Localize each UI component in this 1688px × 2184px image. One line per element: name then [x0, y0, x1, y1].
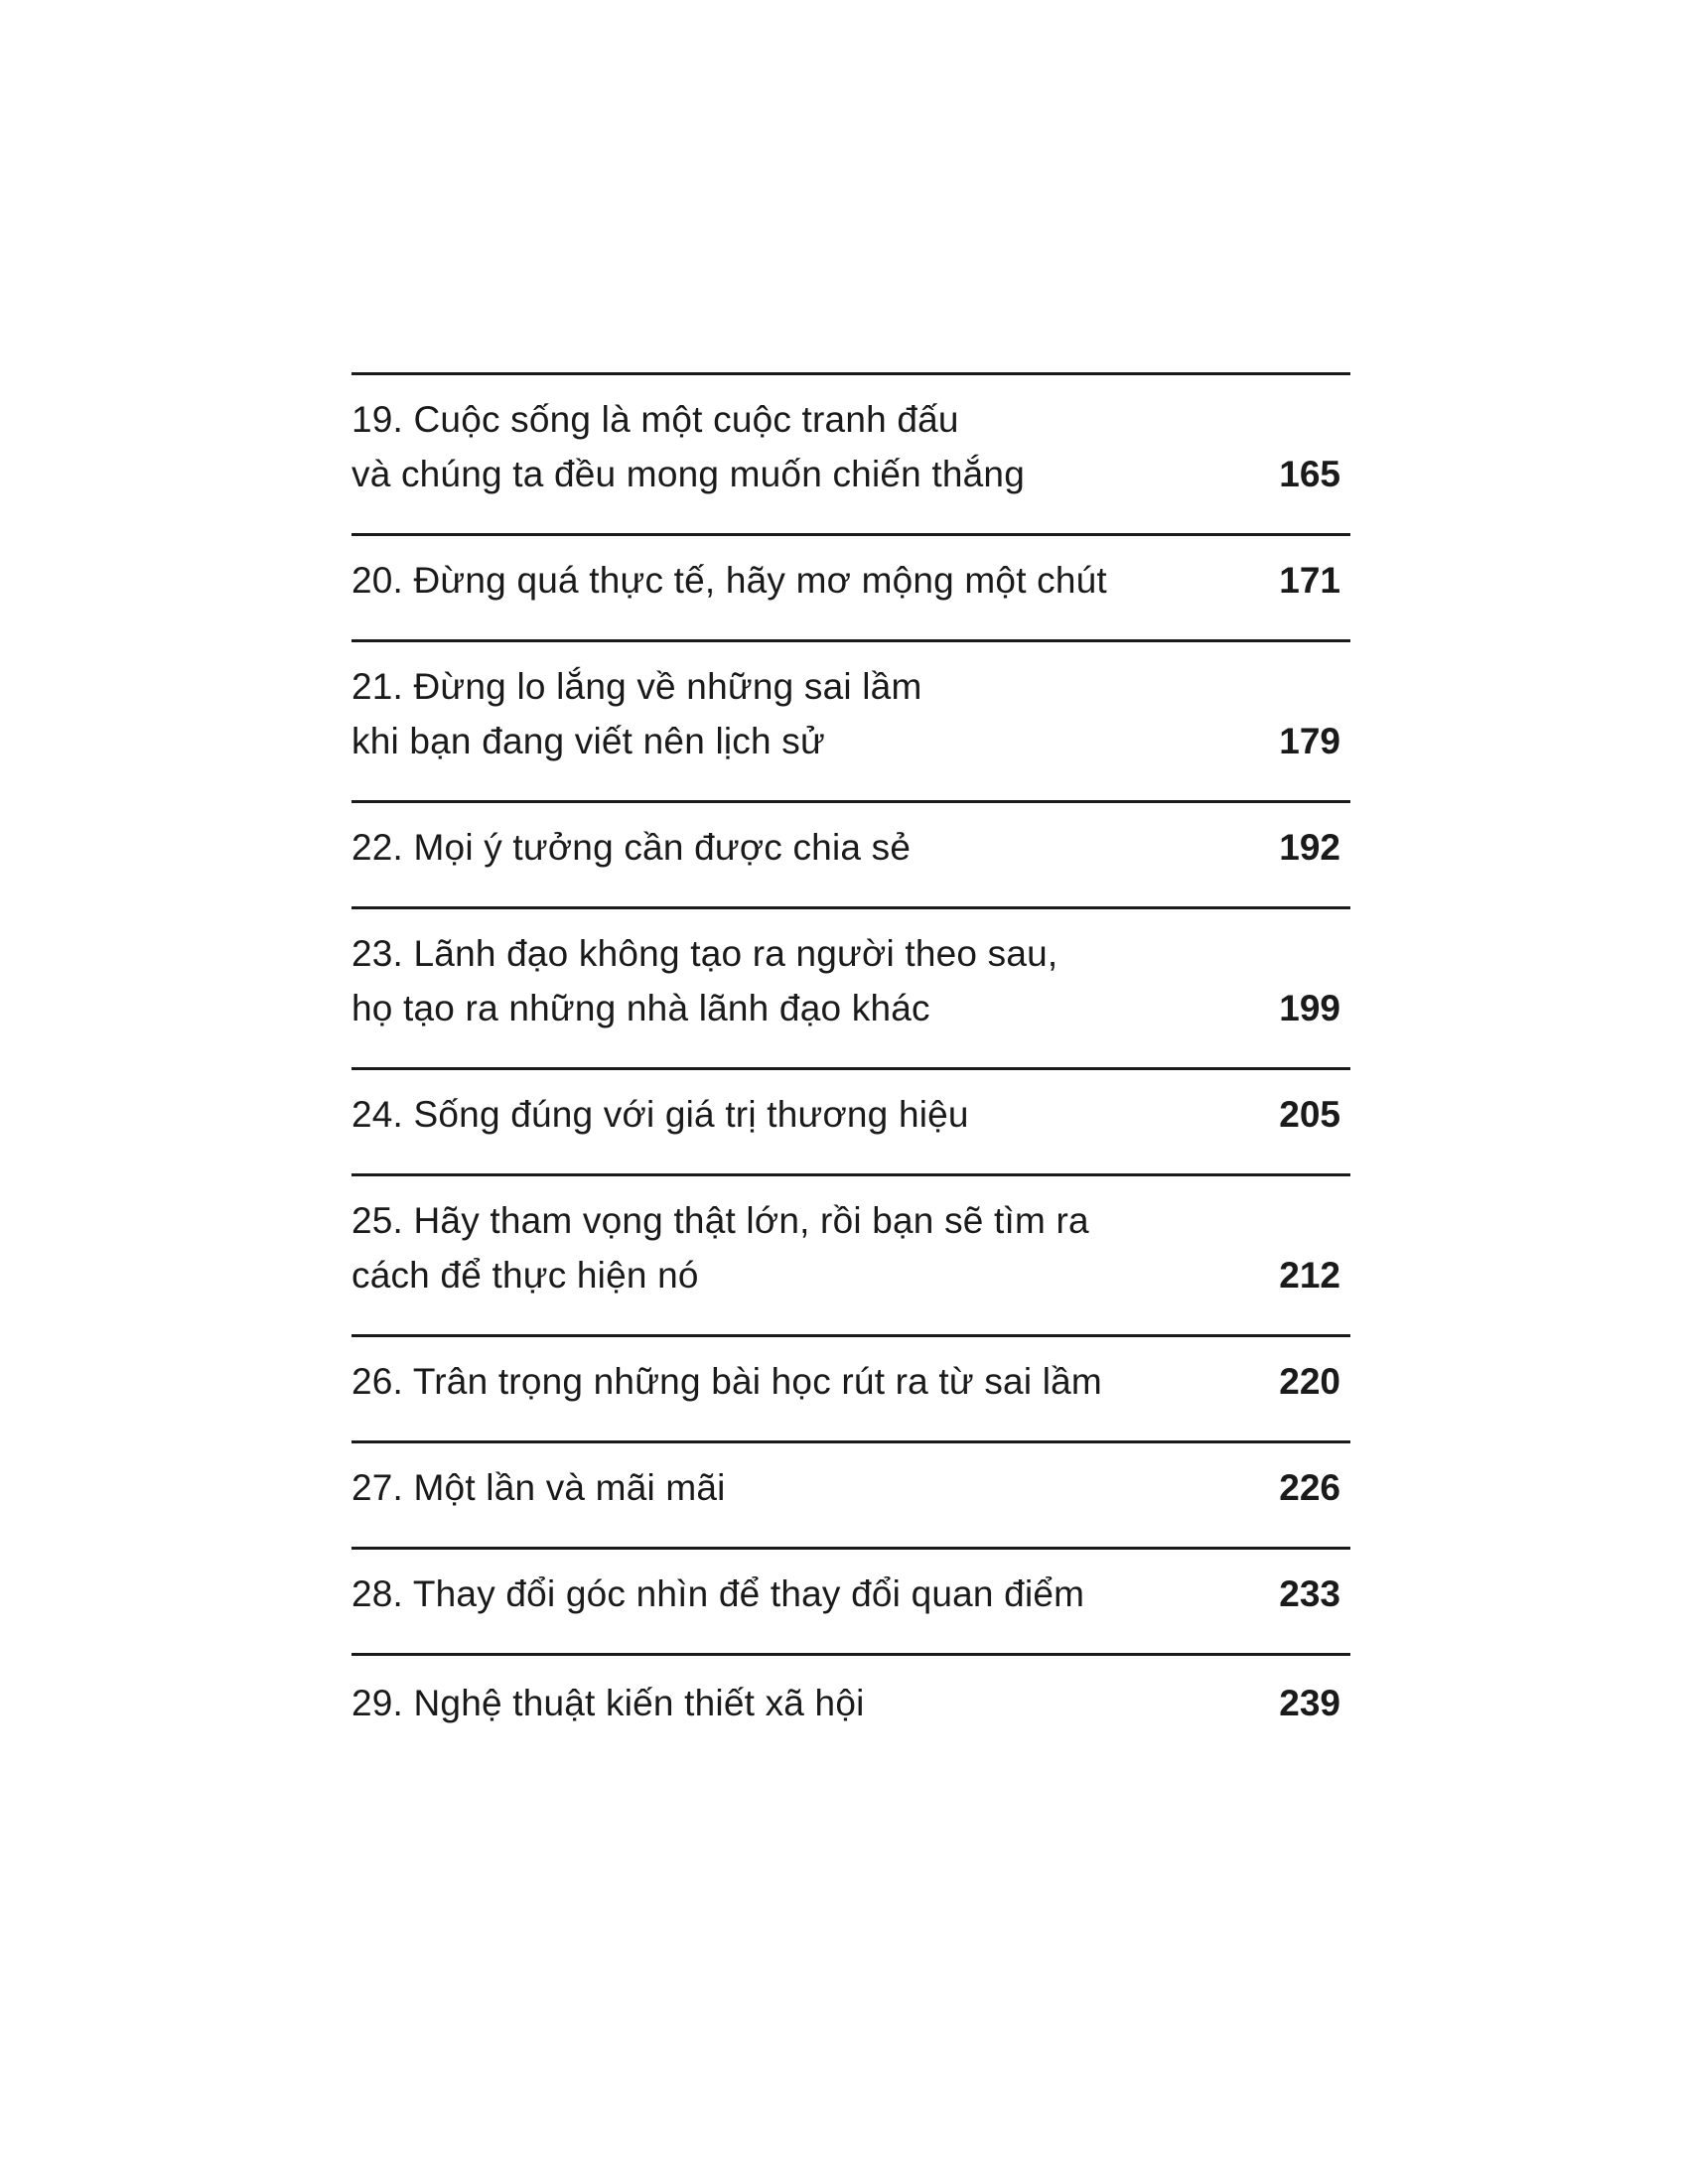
entry-title-line: 25. Hãy tham vọng thật lớn, rồi bạn sẽ tìm ra	[352, 1200, 1089, 1241]
entry-title	[352, 1354, 1102, 1409]
entry-title-line: 29. Nghệ thuật kiến thiết xã hội	[352, 1683, 865, 1723]
entry-title-line: 28. Thay đổi góc nhìn để thay đổi quan điểm	[352, 1573, 1085, 1614]
toc-entry	[352, 1443, 1350, 1550]
entry-page-number: 212	[1279, 1255, 1340, 1296]
entry-title-line: họ tạo ra những nhà lãnh đạo khác	[352, 988, 930, 1028]
entry-title	[352, 553, 1107, 608]
entry-title-line: 21. Đừng lo lắng về những sai lầm	[352, 666, 922, 707]
entry-title-line: cách để thực hiện nó	[352, 1255, 699, 1296]
toc-entry	[352, 536, 1350, 642]
entry-page-number: 226	[1279, 1467, 1340, 1508]
entry-title-line: 20. Đừng quá thực tế, hãy mơ mộng một chút	[352, 560, 1107, 601]
entry-title	[352, 1676, 865, 1730]
entry-page-number: 233	[1279, 1573, 1340, 1614]
toc-entry	[352, 1070, 1350, 1176]
entry-title	[352, 659, 921, 768]
table-of-contents	[352, 372, 1350, 1762]
entry-page-number: 220	[1279, 1361, 1340, 1402]
entry-title	[352, 392, 1025, 501]
entry-title-line: và chúng ta đều mong muốn chiến thắng	[352, 454, 1025, 494]
entry-title	[352, 820, 911, 875]
toc-entry	[352, 1550, 1350, 1656]
entry-title	[352, 926, 1057, 1035]
entry-title-line: 26. Trân trọng những bài học rút ra từ sai lầm	[352, 1361, 1102, 1402]
entry-title-line: 27. Một lần và mãi mãi	[352, 1467, 726, 1508]
entry-title-line: 19. Cuộc sống là một cuộc tranh đấu	[352, 399, 959, 440]
toc-entry	[352, 375, 1350, 536]
entry-title	[352, 1567, 1084, 1621]
entry-title-line: 23. Lãnh đạo không tạo ra người theo sau,	[352, 933, 1058, 974]
entry-page-number: 239	[1279, 1683, 1340, 1723]
toc-entry	[352, 1176, 1350, 1337]
entry-title	[352, 1460, 726, 1515]
entry-title-line: 22. Mọi ý tưởng cần được chia sẻ	[352, 827, 912, 868]
entry-title	[352, 1193, 1089, 1302]
toc-entry	[352, 1656, 1350, 1762]
entry-page-number: 171	[1279, 560, 1340, 601]
entry-page-number: 199	[1279, 988, 1340, 1028]
entry-title-line: 24. Sống đúng với giá trị thương hiệu	[352, 1094, 969, 1135]
entry-title	[352, 1087, 969, 1142]
toc-entry	[352, 642, 1350, 803]
entry-page-number: 192	[1279, 827, 1340, 868]
entry-title-line: khi bạn đang viết nên lịch sử	[352, 721, 825, 761]
entry-page-number: 205	[1279, 1094, 1340, 1135]
entry-page-number: 179	[1279, 721, 1340, 761]
toc-entry	[352, 803, 1350, 909]
toc-entry	[352, 909, 1350, 1070]
toc-entry	[352, 1337, 1350, 1443]
entry-page-number: 165	[1279, 454, 1340, 494]
